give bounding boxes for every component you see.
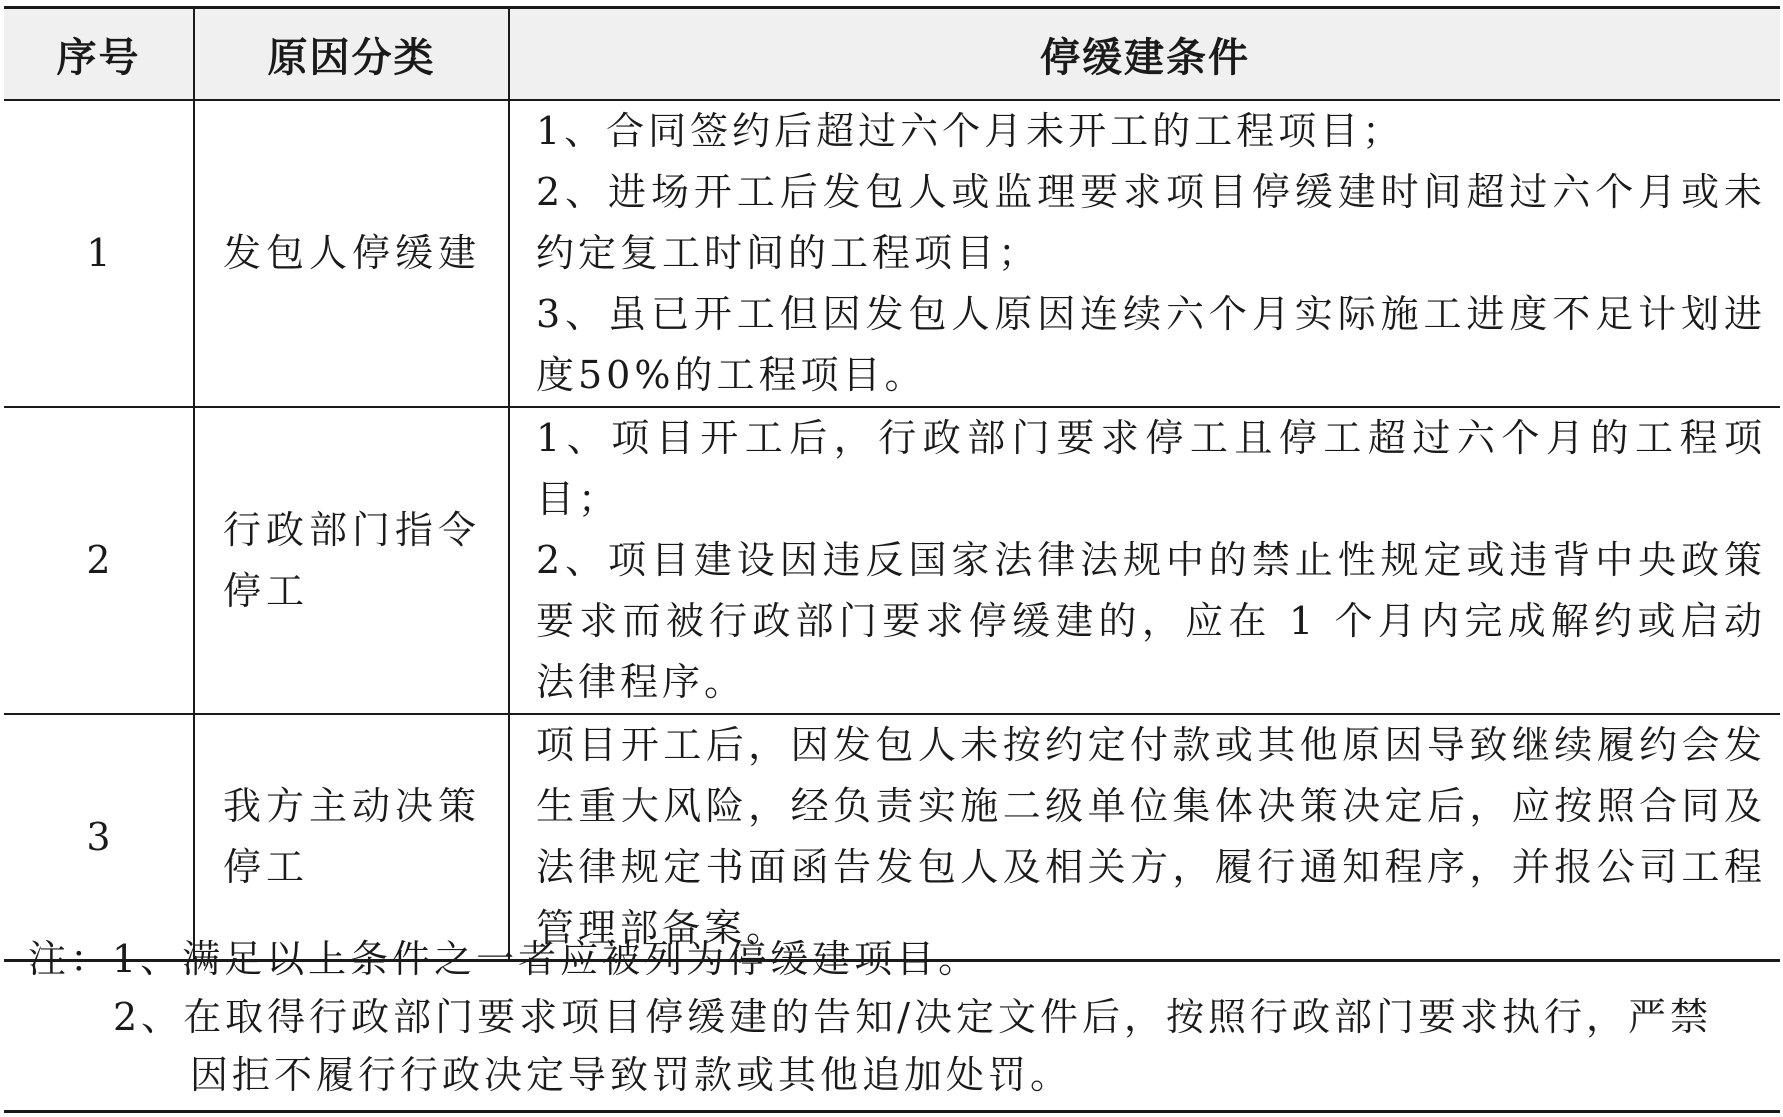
condition-item: 2、进场开工后发包人或监理要求项目停缓建时间超过六个月或未约定复工时间的工程项目； bbox=[536, 170, 1766, 275]
row-conditions bbox=[509, 100, 1780, 407]
row-conditions bbox=[509, 714, 1780, 961]
condition-item: 2、项目建设因违反国家法律法规中的禁止性规定或违背中央政策要求而被行政部门要求停缓建的，应在 1 个月内完成解约或启动法律程序。 bbox=[536, 538, 1766, 704]
row-conditions bbox=[509, 407, 1780, 714]
condition-item: 3、虽已开工但因发包人原因连续六个月实际施工进度不足计划进度50%的工程项目。 bbox=[536, 292, 1766, 397]
header-suspension-conditions: 停缓建条件 bbox=[509, 8, 1780, 101]
condition-item: 项目开工后，因发包人未按约定付款或其他原因导致继续履约会发生重大风险，经负责实施二级单位集体决策决定后，应按照合同及法律规定书面函告发包人及相关方，履行通知程序，并报公司工程管理部备案。 bbox=[536, 723, 1766, 950]
note-item-2-line-2: 因拒不履行行政决定导致罚款或其他追加处罚。 bbox=[190, 1053, 1073, 1097]
row-category: 行政部门指令停工 bbox=[194, 407, 509, 714]
row-category: 发包人停缓建 bbox=[194, 100, 509, 407]
row-number: 2 bbox=[4, 407, 194, 714]
table-header-row bbox=[4, 8, 1780, 101]
header-serial-number: 序号 bbox=[4, 8, 194, 101]
note-item-2-line-1: 2、在取得行政部门要求项目停缓建的告知/决定文件后，按照行政部门要求执行，严禁 bbox=[113, 995, 1712, 1039]
bottom-rule-divider bbox=[4, 1110, 1780, 1113]
row-number: 3 bbox=[4, 714, 194, 961]
row-number: 1 bbox=[4, 100, 194, 407]
row-category: 我方主动决策停工 bbox=[194, 714, 509, 961]
conditions-table-wrapper bbox=[4, 6, 1780, 962]
condition-item: 1、合同签约后超过六个月未开工的工程项目； bbox=[536, 109, 1405, 153]
table-notes bbox=[28, 930, 1773, 1104]
note-item-2 bbox=[28, 988, 1773, 1104]
condition-item: 1、项目开工后，行政部门要求停工且停工超过六个月的工程项目； bbox=[536, 416, 1766, 521]
header-reason-category: 原因分类 bbox=[194, 8, 509, 101]
table-row bbox=[4, 407, 1780, 714]
table-row bbox=[4, 714, 1780, 961]
table-row bbox=[4, 100, 1780, 407]
note-item-1: 注：1、满足以上条件之一者应被列为停缓建项目。 bbox=[28, 937, 981, 981]
suspension-conditions-table bbox=[4, 6, 1780, 962]
